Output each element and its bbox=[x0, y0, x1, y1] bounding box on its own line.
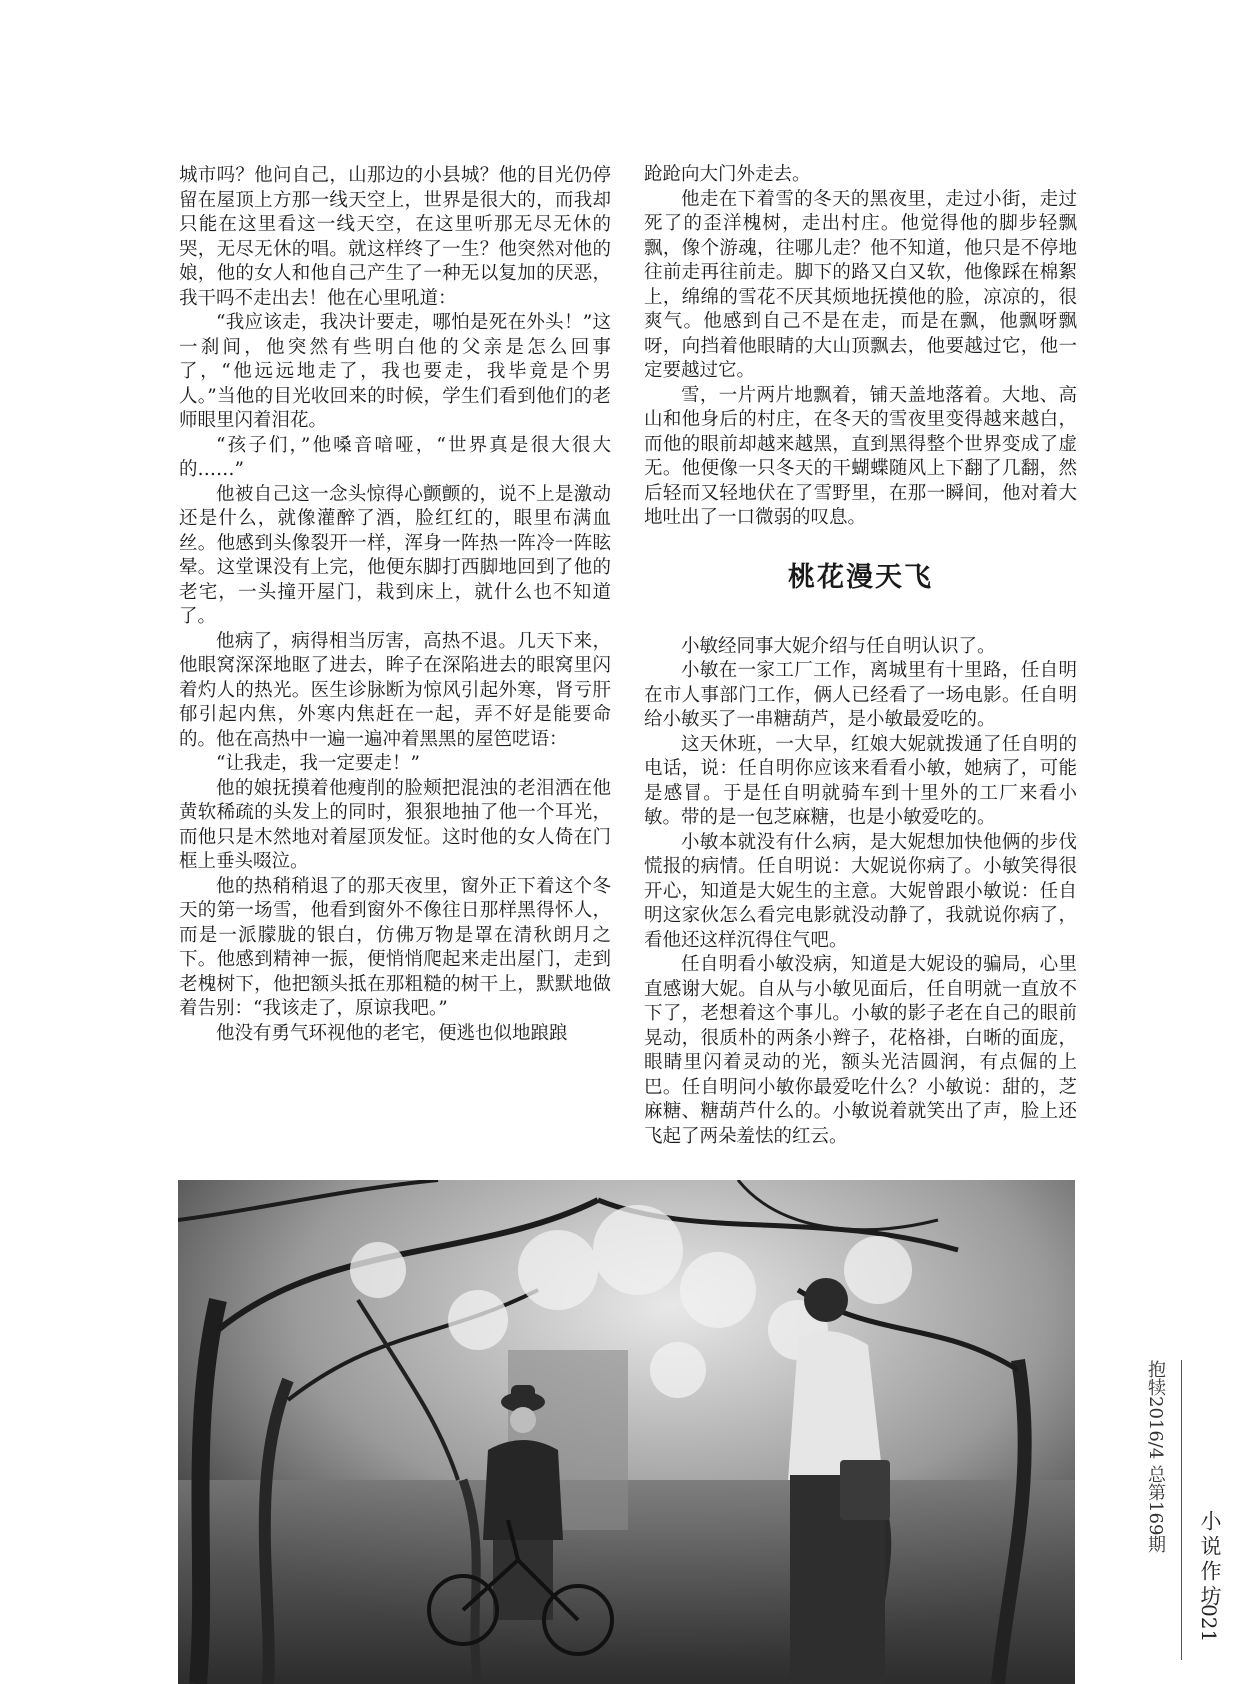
magazine-name: 小说作坊 bbox=[1198, 1510, 1222, 1610]
paragraph: “孩子们，”他嗓音喑哑，“世界真是很大很大的……” bbox=[179, 434, 611, 480]
left-column bbox=[179, 164, 611, 1046]
section-title: 桃花漫天飞 bbox=[788, 561, 933, 593]
paragraph: 小敏本就没有什么病，是大妮想加快他俩的步伐慌报的病情。任自明说：大妮说你病了。小敏笑得很开心，知道是大妮生的主意。大妮曾跟小敏说：任自明这家伙怎么看完电影就没动静了，我就说你病了，看他还这样沉得住气吧。 bbox=[644, 831, 1077, 951]
right-column bbox=[644, 163, 1077, 1149]
story-photo bbox=[178, 1180, 1075, 1684]
paragraph: 任自明看小敏没病，知道是大妮设的骗局，心里直感谢大妮。自从与小敏见面后，任自明就一直放不下了，老想着这个事儿。小敏的影子老在自己的眼前晃动，很质朴的两条小辫子，花格褂，白晰的面庞，眼睛里闪着灵动的光，额头光洁圆润，有点倔的上巴。任自明问小敏你最爱吃什么？小敏说：甜的，芝麻糖、糖葫芦什么的。小敏说着就笑出了声，脸上还飞起了两朵羞怯的红云。 bbox=[644, 954, 1077, 1147]
paragraph: “我应该走，我决计要走，哪怕是死在外头！”这一刹间，他突然有些明白他的父亲是怎么回事了，“他远远地走了，我也要走，我毕竟是个男人。”当他的目光收回来的时候，学生们看到他们的老师眼里闪着泪花。 bbox=[179, 312, 611, 431]
tab-divider bbox=[1181, 1360, 1182, 1660]
paragraph: 小敏经同事大妮介绍与任自明认识了。 bbox=[681, 635, 996, 657]
paragraph: 城市吗？他问自己，山那边的小县城？他的目光仍停留在屋顶上方那一线天空上，世界是很大的，而我却只能在这里看这一线天空，在这里听那无尽无休的哭，无尽无休的唱。就这样终了一生？他突然对他的娘，他的女人和他自己产生了一种无以复加的厌恶，我干吗不走出去！他在心里吼道： bbox=[179, 165, 611, 309]
paragraph: 他被自己这一念头惊得心颤颤的，说不上是激动还是什么，就像灌醉了酒，脸红红的，眼里布满血丝。他感到头像裂开一样，浑身一阵热一阵冷一阵眩晕。这堂课没有上完，他便东脚打西脚地回到了他的老宅，一头撞开屋门，栽到床上，就什么也不知道了。 bbox=[179, 483, 611, 627]
new-story-body bbox=[644, 635, 1077, 1150]
paragraph: 跄跄向大门外走去。 bbox=[644, 164, 811, 185]
paragraph: 雪，一片两片地飘着，铺天盖地落着。大地、高山和他身后的村庄，在冬天的雪夜里变得越来越白，而他的眼前却越来越黑，直到黑得整个世界变成了虚无。他便像一只冬天的干蝴蝶随风上下翻了几翻，然后轻而又轻地伏在了雪野里，在那一瞬间，他对着大地吐出了一口微弱的叹息。 bbox=[644, 384, 1077, 528]
page-number: 021 bbox=[1197, 1604, 1221, 1643]
paragraph: 他病了，病得相当厉害，高热不退。几天下来，他眼窝深深地眍了进去，眸子在深陷进去的眼窝里闪着灼人的热光。医生诊脉断为惊风引起外寒，肾亏肝郁引起内焦，外寒内焦赶在一起，弄不好是能要命的。他在高热中一遍一遍冲着黑黑的屋笆呓语： bbox=[179, 630, 611, 750]
paragraph: 他走在下着雪的冬天的黑夜里，走过小街，走过死了的歪洋槐树，走出村庄。他觉得他的脚步轻飘飘，像个游魂，往哪儿走？他不知道，他只是不停地往前走再往前走。脚下的路又白又软，他像踩在棉絮上，绵绵的雪花不厌其烦地抚摸他的脸，凉凉的，很爽气。他感到自己不是在走，而是在飘，他飘呀飘呀，向挡着他眼睛的大山顶飘去，他要越过它，他一定要越过它。 bbox=[644, 188, 1077, 381]
magazine-side-tab bbox=[1145, 1360, 1222, 1660]
photo-image bbox=[178, 1180, 1075, 1684]
paragraph: 他没有勇气环视他的老宅，便逃也似地踉踉 bbox=[216, 1022, 568, 1044]
paragraph: 他的热稍稍退了的那天夜里，窗外正下着这个冬天的第一场雪，他看到窗外不像往日那样黑得怀人，而是一派朦胧的银白，仿佛万物是罩在清秋朗月之下。他感到精神一振，便悄悄爬起来走出屋门，走到老槐树下，他把额头抵在那粗糙的树干上，默默地做着告别：“我该走了，原谅我吧。” bbox=[179, 875, 611, 1019]
paragraph: 他的娘抚摸着他瘦削的脸颊把混浊的老泪洒在他黄软稀疏的头发上的同时，狠狠地抽了他一个耳光，而他只是木然地对着屋顶发怔。这时他的女人倚在门框上垂头啜泣。 bbox=[179, 777, 611, 872]
paragraph: “让我走，我一定要走！” bbox=[216, 753, 420, 774]
issue-label: 抱犊2016/4 总第169期 bbox=[1145, 1360, 1166, 1554]
paragraph: 小敏在一家工厂工作，离城里有十里路，任自明在市人事部门工作，俩人已经看了一场电影。任自明给小敏买了一串糖葫芦，是小敏最爱吃的。 bbox=[644, 660, 1077, 730]
story-ending bbox=[644, 163, 1077, 531]
paragraph: 这天休班，一大早，红娘大妮就拨通了任自明的电话，说：任自明你应该来看看小敏，她病了，可能是感冒。于是任自明就骑车到十里外的工厂来看小敏。带的是一包芝麻糖，也是小敏爱吃的。 bbox=[644, 733, 1077, 828]
